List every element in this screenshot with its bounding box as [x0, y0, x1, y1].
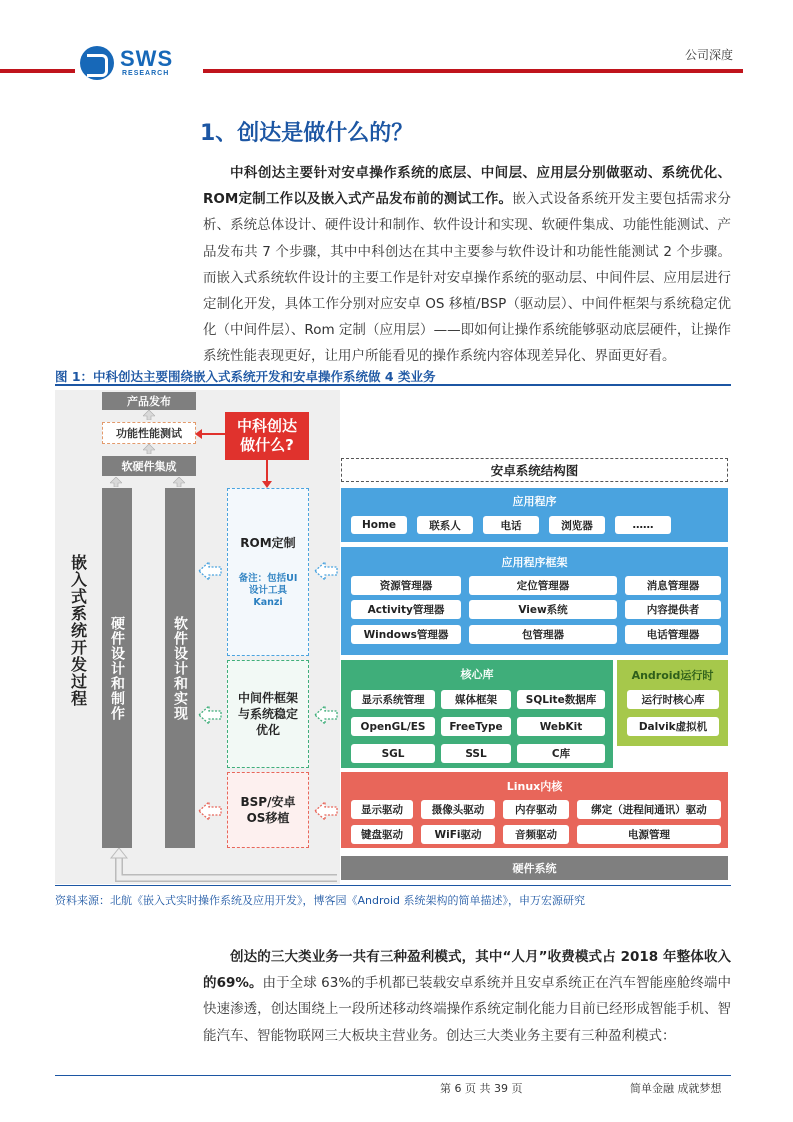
- footer-slogan: 简单金融 成就梦想: [630, 1082, 722, 1095]
- runtime-title: Android运行时: [631, 669, 714, 682]
- core-title: 核心库: [460, 668, 494, 681]
- runtime-core-lib: 运行时核心库: [627, 690, 719, 709]
- paragraph-2-bold: 创达的三大类业务一共有三种盈利模式，其中“人月”收费模式占 2018 年整体收入的69%。: [203, 949, 731, 992]
- arrow-left-hollow-icon: [197, 704, 223, 726]
- core-webkit: WebKit: [517, 717, 605, 736]
- kernel-wifi-driver: WiFi驱动: [421, 825, 495, 844]
- kernel-camera-driver: 摄像头驱动: [421, 800, 495, 819]
- logo-mark-icon: [80, 46, 114, 80]
- paragraph-1-text: 嵌入式设备系统开发主要包括需求分析、系统总体设计、硬件设计和制作、软件设计和实现、软硬件集成、功能性能测试、产品发布共 7 个步骤，其中中科创达在其中主要参与软件设计和功能性能测试 2 个步骤。而嵌入式系统软件设计的主要工作是针对安卓操作系统的驱动层、中间件层、应用层进行定制化开发，具体工作分别对应安卓 OS 移植/BSP（驱动层）、中间件框架与系统稳定优化（中间件层）、Rom 定制（应用层）——即如何让操作系统能够驱动底层硬件，让操作系统性能表现更好，让用户所能看见的操作系统内容体现差异化、界面更好看。: [203, 191, 732, 365]
- logo-subtext: RESEARCH: [122, 70, 170, 77]
- kernel-title: Linux内核: [506, 780, 563, 793]
- step-release: 产品发布: [102, 392, 196, 410]
- paragraph-1-bold: 中科创达主要针对安卓操作系统的底层、中间层、应用层分别做驱动、系统优化、ROM定制工作以及嵌入式产品发布前的测试工作。: [203, 165, 731, 208]
- service-bsp: BSP/安卓OS移植: [227, 772, 309, 848]
- step-hardware: 硬件设计和制作: [102, 488, 132, 848]
- core-media: 媒体框架: [441, 690, 511, 709]
- fw-view-system: View系统: [469, 600, 617, 619]
- arrow-up-icon: [110, 477, 122, 487]
- app-home: Home: [351, 516, 407, 534]
- kernel-binder-driver: 绑定（进程间通讯）驱动: [577, 800, 721, 819]
- fw-resource-manager: 资源管理器: [351, 576, 461, 595]
- fw-notification-manager: 消息管理器: [625, 576, 721, 595]
- paragraph-2: [203, 944, 731, 1049]
- core-libc: C库: [517, 744, 605, 763]
- core-opengl: OpenGL/ES: [351, 717, 435, 736]
- step-integration: 软硬件集成: [102, 456, 196, 476]
- arrow-left-hollow-icon: [313, 800, 339, 822]
- kernel-display-driver: 显示驱动: [351, 800, 413, 819]
- fw-location-manager: 定位管理器: [469, 576, 617, 595]
- core-display: 显示系统管理: [351, 690, 435, 709]
- kernel-memory-driver: 内存驱动: [503, 800, 569, 819]
- hardware-layer: 硬件系统: [341, 856, 728, 880]
- service-rom-label: ROM定制: [240, 536, 296, 550]
- figure-caption: 图 1：中科创达主要围绕嵌入式系统开发和安卓操作系统做 4 类业务: [55, 369, 436, 384]
- figure-1: [55, 390, 731, 884]
- runtime-dalvik: Dalvik虚拟机: [627, 717, 719, 736]
- arrow-up-icon: [143, 444, 155, 454]
- page-number: 第 6 页 共 39 页: [440, 1082, 523, 1095]
- core-sqlite: SQLite数据库: [517, 690, 605, 709]
- app-phone: 电话: [483, 516, 539, 534]
- framework-title: 应用程序框架: [501, 556, 568, 569]
- service-middleware: 中间件框架与系统稳定优化: [227, 660, 309, 768]
- service-rom: [227, 488, 309, 656]
- source-rule: [55, 885, 731, 886]
- core-freetype: FreeType: [441, 717, 511, 736]
- app-more: ……: [615, 516, 671, 534]
- android-title: 安卓系统结构图: [341, 458, 728, 482]
- caption-rule: [55, 384, 731, 386]
- apps-title: 应用程序: [512, 495, 557, 508]
- core-ssl: SSL: [441, 744, 511, 763]
- step-test: 功能性能测试: [102, 422, 196, 444]
- loop-arrow-icon: [105, 848, 345, 882]
- arrow-left-icon: [195, 428, 225, 440]
- arrow-left-hollow-icon: [313, 560, 339, 582]
- paragraph-1: [203, 160, 731, 370]
- fw-activity-manager: Activity管理器: [351, 600, 461, 619]
- callout-box: 中科创达做什么?: [225, 412, 309, 460]
- app-contacts: 联系人: [417, 516, 473, 534]
- sws-logo: [80, 44, 184, 80]
- left-title: 嵌入式系统开发过程: [68, 553, 88, 707]
- kernel-audio-driver: 音频驱动: [503, 825, 569, 844]
- app-browser: 浏览器: [549, 516, 605, 534]
- kernel-power-management: 电源管理: [577, 825, 721, 844]
- step-software: 软件设计和实现: [165, 488, 195, 848]
- fw-content-provider: 内容提供者: [625, 600, 721, 619]
- fw-package-manager: 包管理器: [469, 625, 617, 644]
- fw-telephony-manager: 电话管理器: [625, 625, 721, 644]
- core-sgl: SGL: [351, 744, 435, 763]
- arrow-left-hollow-icon: [197, 800, 223, 822]
- arrow-left-hollow-icon: [313, 704, 339, 726]
- footer-rule: [55, 1075, 731, 1076]
- logo-text: SWS: [120, 46, 174, 71]
- arrow-up-icon: [143, 410, 155, 420]
- report-type: 公司深度: [684, 48, 733, 62]
- paragraph-2-text: 由于全球 63%的手机都已装载安卓系统并且安卓系统正在汽车智能座舱终端中快速渗透，创达围绕上一段所述移动终端操作系统定制化能力目前已经形成智能手机、智能汽车、智能物联网三大板块主营业务。创达三大类业务主要有三种盈利模式：: [203, 975, 731, 1044]
- service-rom-note: 备注：包括UI设计工具Kanzi: [238, 573, 298, 608]
- fw-window-manager: Windows管理器: [351, 625, 461, 644]
- section-title: 1、创达是做什么的？: [200, 121, 414, 146]
- arrow-down-icon: [261, 460, 273, 488]
- kernel-keyboard-driver: 键盘驱动: [351, 825, 413, 844]
- header-rule-left: [0, 69, 75, 73]
- header-rule-right: [203, 69, 743, 73]
- arrow-left-hollow-icon: [197, 560, 223, 582]
- arrow-up-icon: [173, 477, 185, 487]
- figure-source: 资料来源：北航《嵌入式实时操作系统及应用开发》，博客园《Android 系统架构的简单描述》，申万宏源研究: [55, 894, 586, 907]
